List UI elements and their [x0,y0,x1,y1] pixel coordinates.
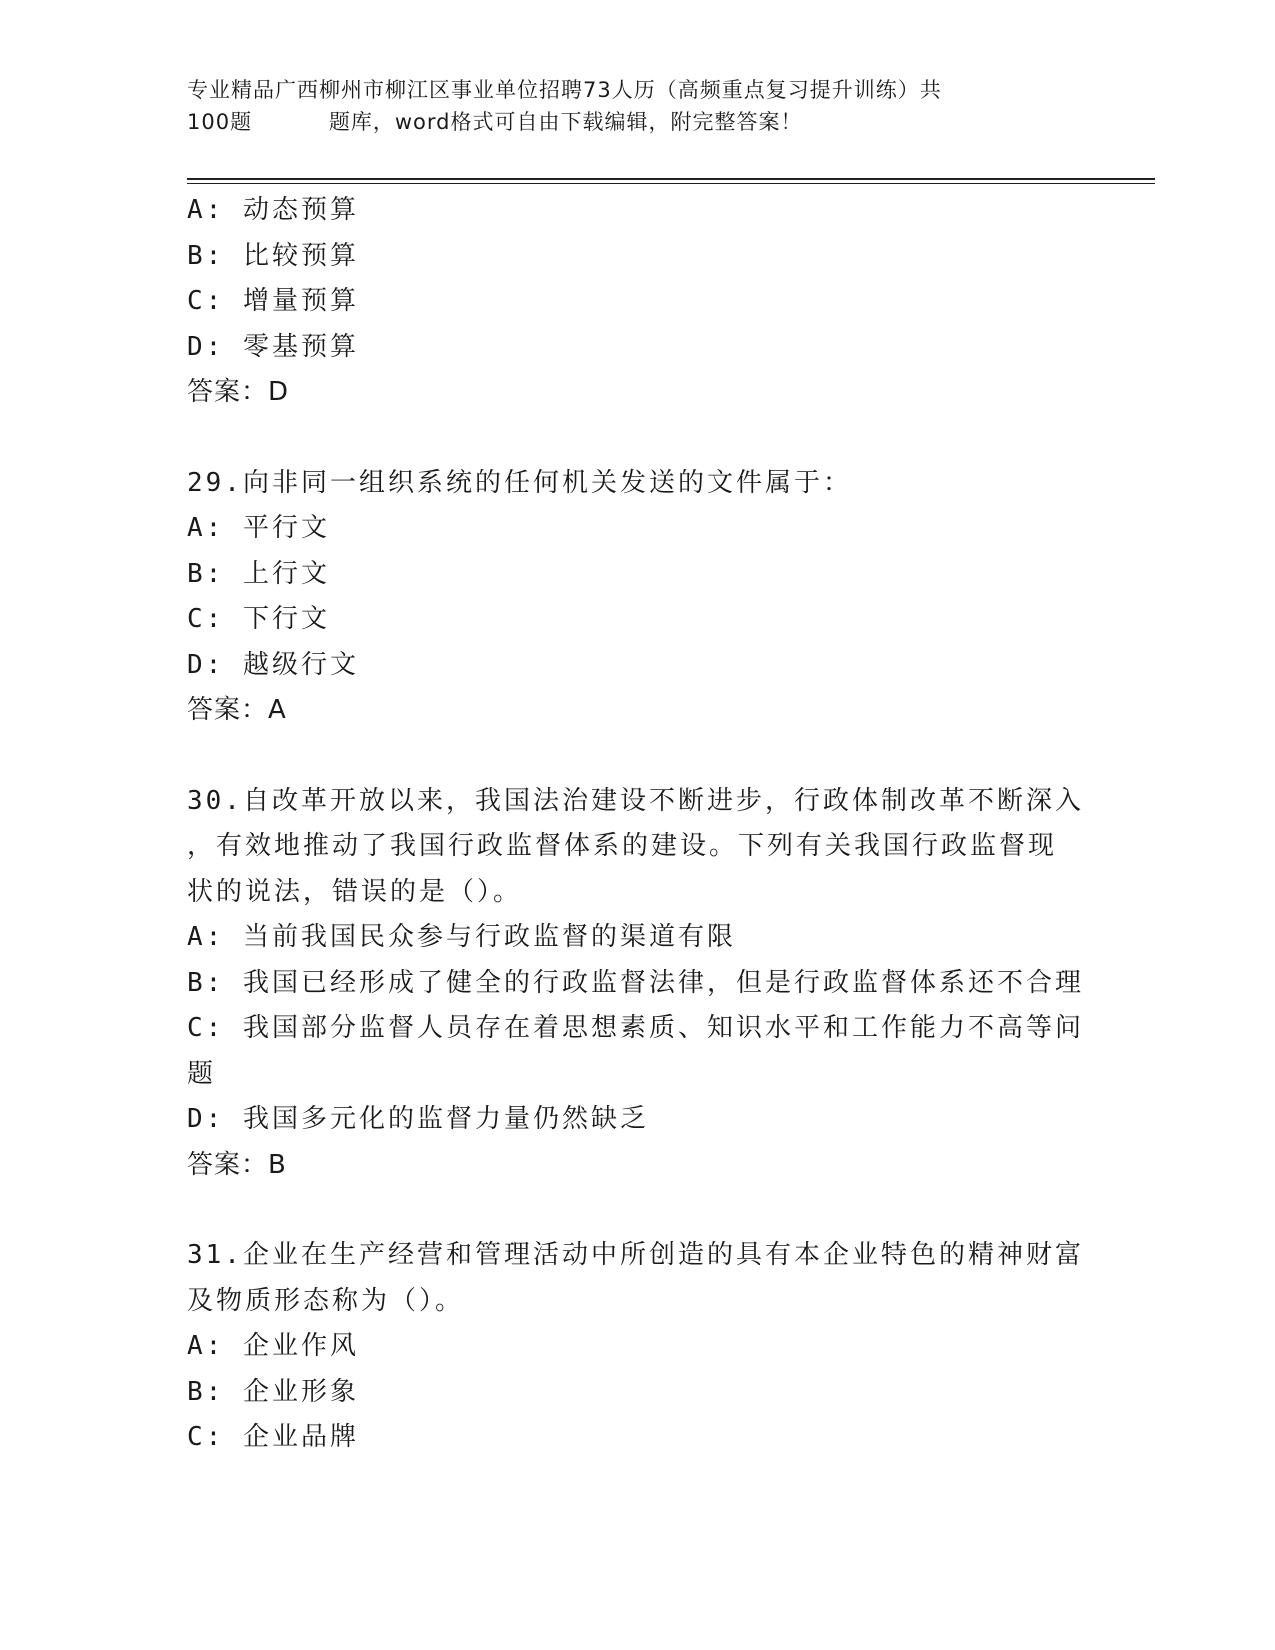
answer: 答案：B [187,1149,287,1180]
question-text-line: 及物质形态称为（）。 [187,1285,465,1316]
question-31 [187,1233,1087,1461]
option-b: B: 上行文 [187,558,330,589]
header-rule-thin [187,183,1155,184]
option-d: D: 越级行文 [187,649,359,680]
option-c: C: 企业品牌 [187,1422,359,1452]
question-text-line: 31.企业在生产经营和管理活动中所创造的具有本企业特色的精神财富 [187,1240,1084,1270]
question-30 [187,779,1087,1189]
header-line-1: 专业精品广西柳州市柳江区事业单位招聘73人历（高频重点复习提升训练）共 [187,78,942,102]
option-c-continued: 题 [187,1058,217,1089]
header-note: 题库，word格式可自由下载编辑，附完整答案！ [328,110,803,134]
option-b: B: 比较预算 [187,240,359,271]
question-text-line: 状的说法，错误的是（）。 [187,876,523,907]
option-c: C: 下行文 [187,604,330,634]
answer: 答案：A [187,695,287,725]
header-rule-thick [187,178,1155,180]
option-a: A: 平行文 [187,513,330,543]
option-c: C: 增量预算 [187,286,359,316]
option-b: B: 我国已经形成了健全的行政监督法律，但是行政监督体系还不合理 [187,967,1084,998]
document-header [187,74,1067,138]
option-d: D: 零基预算 [187,331,359,362]
option-a: A: 动态预算 [187,195,359,225]
option-a: A: 当前我国民众参与行政监督的渠道有限 [187,922,736,952]
header-line-2 [187,106,1067,138]
answer: 答案：D [187,377,290,407]
option-a: A: 企业作风 [187,1331,359,1361]
option-c: C: 我国部分监督人员存在着思想素质、知识水平和工作能力不高等问 [187,1013,1084,1043]
option-b: B: 企业形象 [187,1376,359,1407]
header-count: 100题 [187,110,253,134]
question-28 [187,188,1087,416]
question-29 [187,461,1087,734]
question-text: 29.向非同一组织系统的任何机关发送的文件属于： [187,467,852,498]
option-d: D: 我国多元化的监督力量仍然缺乏 [187,1104,649,1134]
question-text-line: ，有效地推动了我国行政监督体系的建设。下列有关我国行政监督现 [187,831,1058,861]
question-text-line: 30.自改革开放以来，我国法治建设不断进步，行政体制改革不断深入 [187,785,1084,816]
question-content [187,188,1087,1461]
